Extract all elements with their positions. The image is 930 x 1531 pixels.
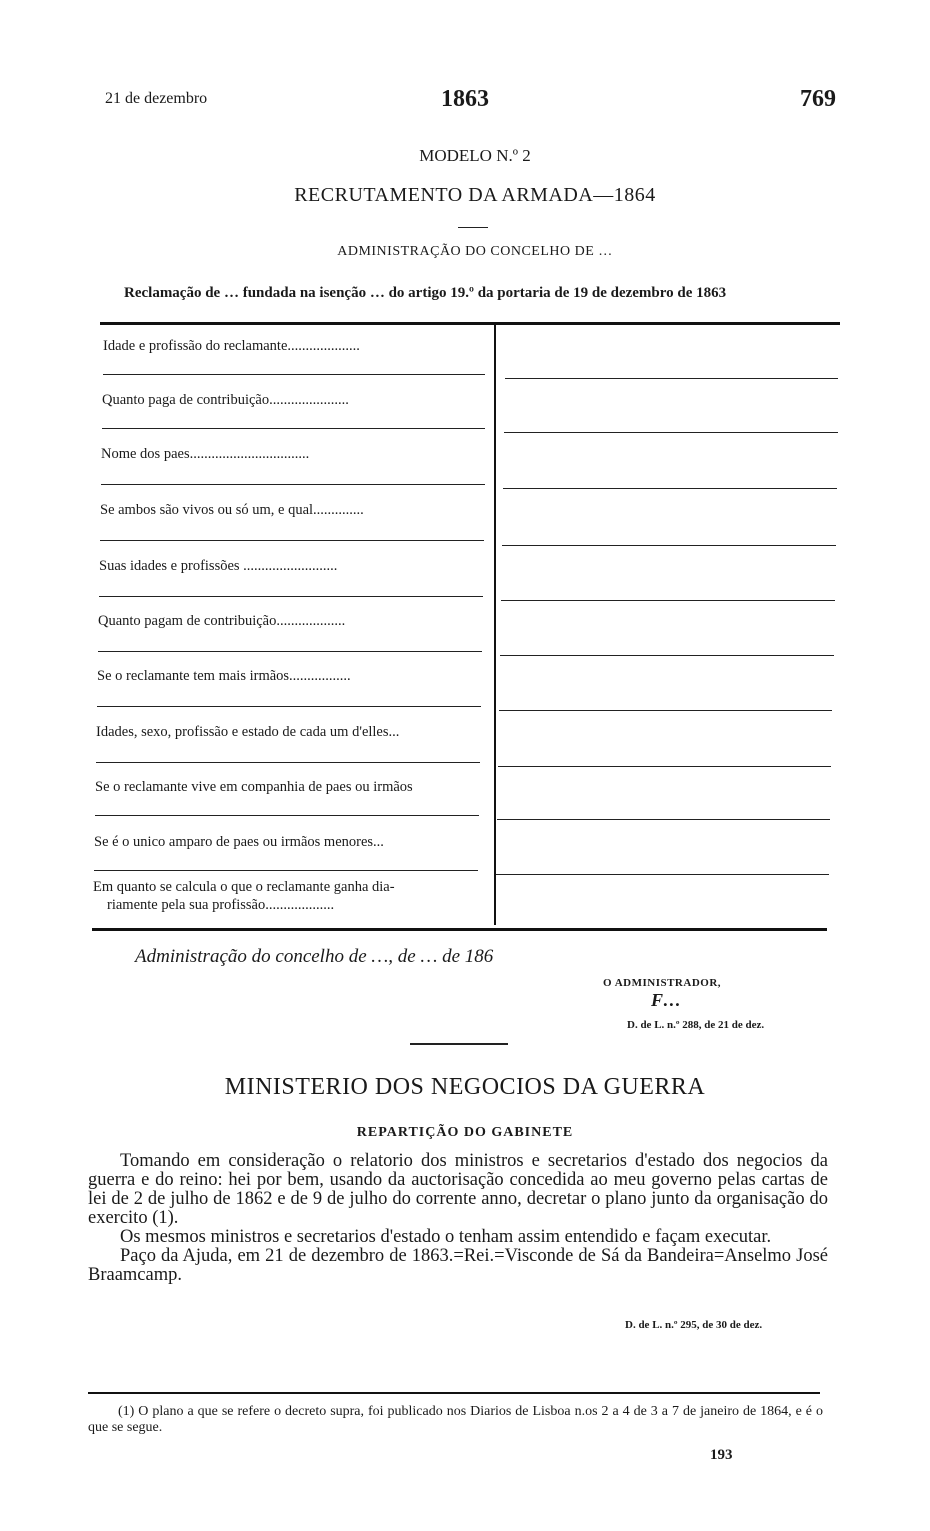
signature-mark: 193 — [710, 1447, 733, 1463]
form-title: RECRUTAMENTO DA ARMADA—1864 — [294, 184, 656, 206]
row-rule-right — [505, 378, 838, 379]
row-rule-right — [501, 600, 835, 601]
running-head-year: 1863 — [441, 86, 489, 112]
row-rule-right — [502, 545, 836, 546]
decree-paragraph: Tomando em consideração o relatorio dos ministros e secretarios d'estado dos negocios da guerra e do reino: hei por bem, usando da auctorisação concedida ao meu governo pelas cartas de lei de 2 de julho de 1862 e de 9 de julho do corrente anno, decretar o plano junto da organisação do exercito (1). — [88, 1151, 828, 1228]
form-row-label: Quanto paga de contribuição...................... — [102, 392, 349, 408]
form-row-label: Se ambos são vivos ou só um, e qual.............. — [100, 502, 364, 518]
form-row-label-continuation: riamente pela sua profissão................... — [107, 897, 335, 913]
form-row-label: Idade e profissão do reclamante.................... — [103, 338, 360, 354]
model-heading: MODELO N.º 2 — [419, 146, 531, 165]
form-source-reference: D. de L. n.º 288, de 21 de dez. — [627, 1019, 765, 1031]
decree-paragraph: Paço da Ajuda, em 21 de dezembro de 1863.=Rei.=Visconde de Sá da Bandeira=Anselmo José Braamcamp. — [88, 1246, 828, 1285]
row-rule-right — [497, 819, 830, 820]
administrator-label: O ADMINISTRADOR, — [603, 977, 722, 989]
row-rule-left — [97, 706, 481, 707]
row-rule-left — [102, 428, 485, 429]
row-rule-left — [103, 374, 485, 375]
table-bottom-rule — [92, 928, 827, 931]
row-rule-right — [496, 874, 829, 875]
footnote-text: (1) O plano a que se refere o decreto supra, foi publicado nos Diarios de Lisboa n.os 2 a 4 de 3 a 7 de janeiro de 1864, e é o que se segue. — [88, 1404, 823, 1435]
row-rule-left — [96, 762, 480, 763]
table-top-rule — [100, 322, 840, 325]
row-rule-left — [98, 651, 482, 652]
administration-heading: ADMINISTRAÇÃO DO CONCELHO DE … — [337, 244, 613, 259]
row-rule-right — [500, 655, 834, 656]
row-rule-left — [95, 815, 479, 816]
form-row-label: Se é o unico amparo de paes ou irmãos menores... — [94, 834, 384, 850]
row-rule-left — [94, 870, 478, 871]
form-row-label: Idades, sexo, profissão e estado de cada um d'elles... — [96, 724, 400, 740]
ministry-title: MINISTERIO DOS NEGOCIOS DA GUERRA — [224, 1074, 706, 1100]
row-rule-left — [100, 540, 484, 541]
running-head-date: 21 de dezembro — [105, 90, 208, 107]
form-row-label: Quanto pagam de contribuição................... — [98, 613, 346, 629]
row-rule-right — [498, 766, 831, 767]
form-row-label: Se o reclamante tem mais irmãos................. — [97, 668, 351, 684]
decree-body — [88, 1152, 828, 1285]
administrator-signature: F… — [651, 990, 682, 1010]
form-place-date: Administração do concelho de …, de … de 186 — [135, 946, 494, 967]
footnote — [88, 1404, 823, 1436]
claim-line: Reclamação de … fundada na isenção … do artigo 19.º da portaria de 19 de dezembro de 1863 — [124, 285, 727, 301]
department-heading: REPARTIÇÃO DO GABINETE — [356, 1125, 574, 1140]
title-rule — [458, 227, 488, 228]
decree-paragraph: Os mesmos ministros e secretarios d'estado o tenham assim entendido e façam executar. — [120, 1227, 772, 1247]
form-row-label: Nome dos paes................................. — [101, 446, 310, 462]
row-rule-right — [503, 488, 837, 489]
form-row-label: Em quanto se calcula o que o reclamante ganha dia- — [93, 879, 395, 895]
decree-source-reference: D. de L. n.º 295, de 30 de dez. — [625, 1319, 763, 1331]
form-row-label: Suas idades e profissões .......................... — [99, 558, 338, 574]
row-rule-left — [101, 484, 485, 485]
row-rule-left — [99, 596, 483, 597]
section-divider — [410, 1043, 508, 1045]
form-row-label: Se o reclamante vive em companhia de paes ou irmãos — [95, 779, 413, 795]
table-column-separator — [494, 325, 496, 925]
page-number: 769 — [800, 86, 836, 112]
row-rule-right — [499, 710, 832, 711]
row-rule-right — [504, 432, 838, 433]
footnote-rule — [88, 1392, 820, 1394]
